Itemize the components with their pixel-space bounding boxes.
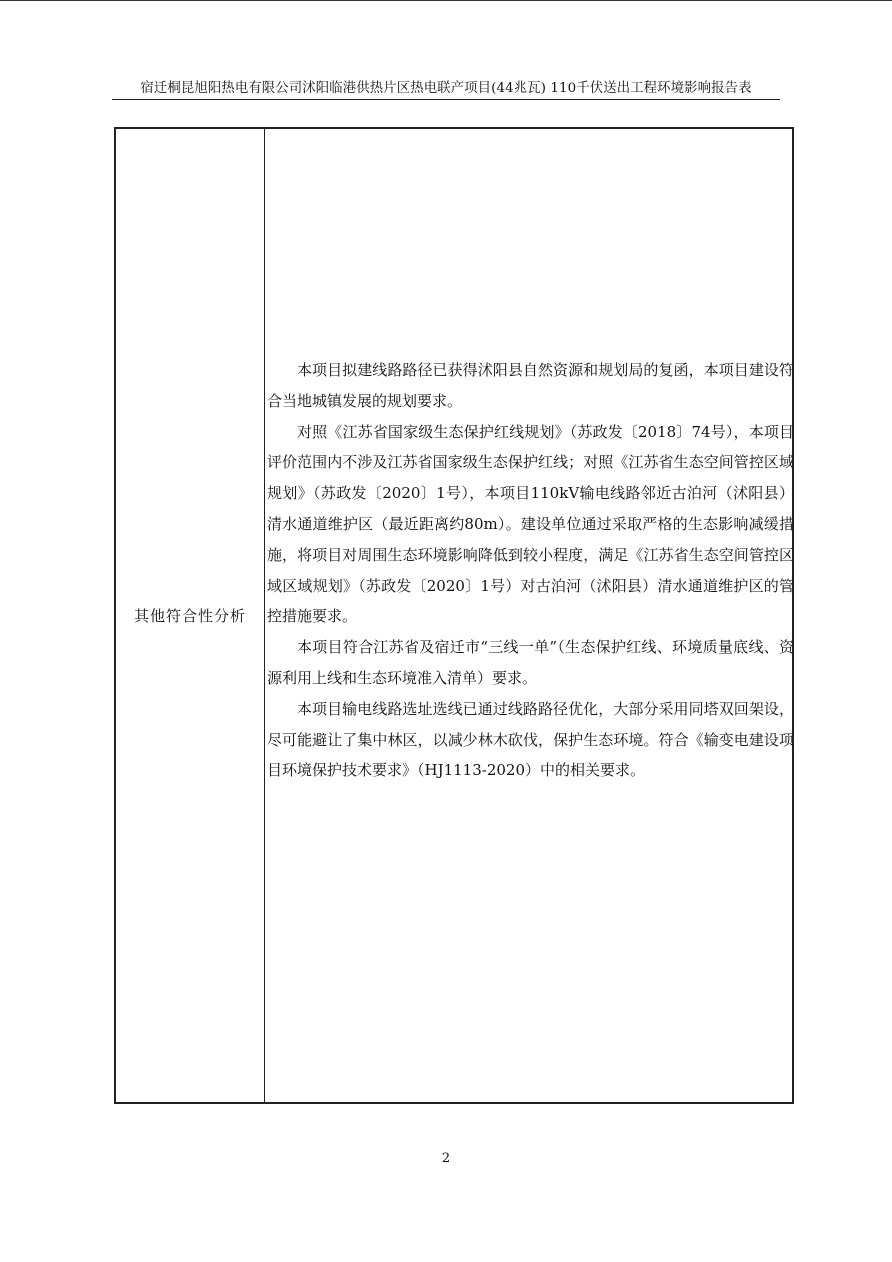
row-label: 其他符合性分析 bbox=[133, 607, 246, 625]
page-number: 2 bbox=[441, 1151, 451, 1166]
row-content-cell bbox=[265, 129, 792, 1102]
paragraph-ecological-redline: 对照《江苏省国家级生态保护红线规划》（苏政发〔2018〕74号），本项目评价范围内不涉及江苏省国家级生态保护红线；对照《江苏省生态空间管控区域规划》（苏政发〔2020〕1号），本项目110kV输电线路邻近古泊河（沭阳县）清水通道维护区（最近距离约80m）。建设单位通过采取严格的生态影响减缓措施，将项目对周围生态环境影响降低到较小程度，满足《江苏省生态空间管控区域区域规划》（苏政发〔2020〕1号）对古泊河（沭阳县）清水通道维护区的管控措施要求。 bbox=[267, 422, 794, 626]
document-header-title: 宿迁桐昆旭阳热电有限公司沭阳临港供热片区热电联产项目(44兆瓦) 110千伏送出工程环境影响报告表 bbox=[140, 81, 752, 96]
paragraph-three-lines-one-list: 本项目符合江苏省及宿迁市“三线一单”（生态保护红线、环境质量底线、资源利用上线和生态环境准入清单）要求。 bbox=[267, 638, 794, 687]
analysis-text bbox=[267, 355, 794, 786]
header-underline bbox=[112, 99, 780, 100]
paragraph-route-optimization: 本项目输电线路选址选线已通过线路路径优化，大部分采用同塔双回架设，尽可能避让了集中林区，以减少林木砍伐，保护生态环境。符合《输变电建设项目环境保护技术要求》（HJ1113-2020）中的相关要求。 bbox=[267, 699, 794, 780]
report-table bbox=[114, 127, 794, 1104]
page-top-border bbox=[0, 0, 892, 1]
row-label-cell bbox=[116, 129, 265, 1102]
paragraph-planning: 本项目拟建线路路径已获得沭阳县自然资源和规划局的复函，本项目建设符合当地城镇发展的规划要求。 bbox=[267, 361, 794, 410]
